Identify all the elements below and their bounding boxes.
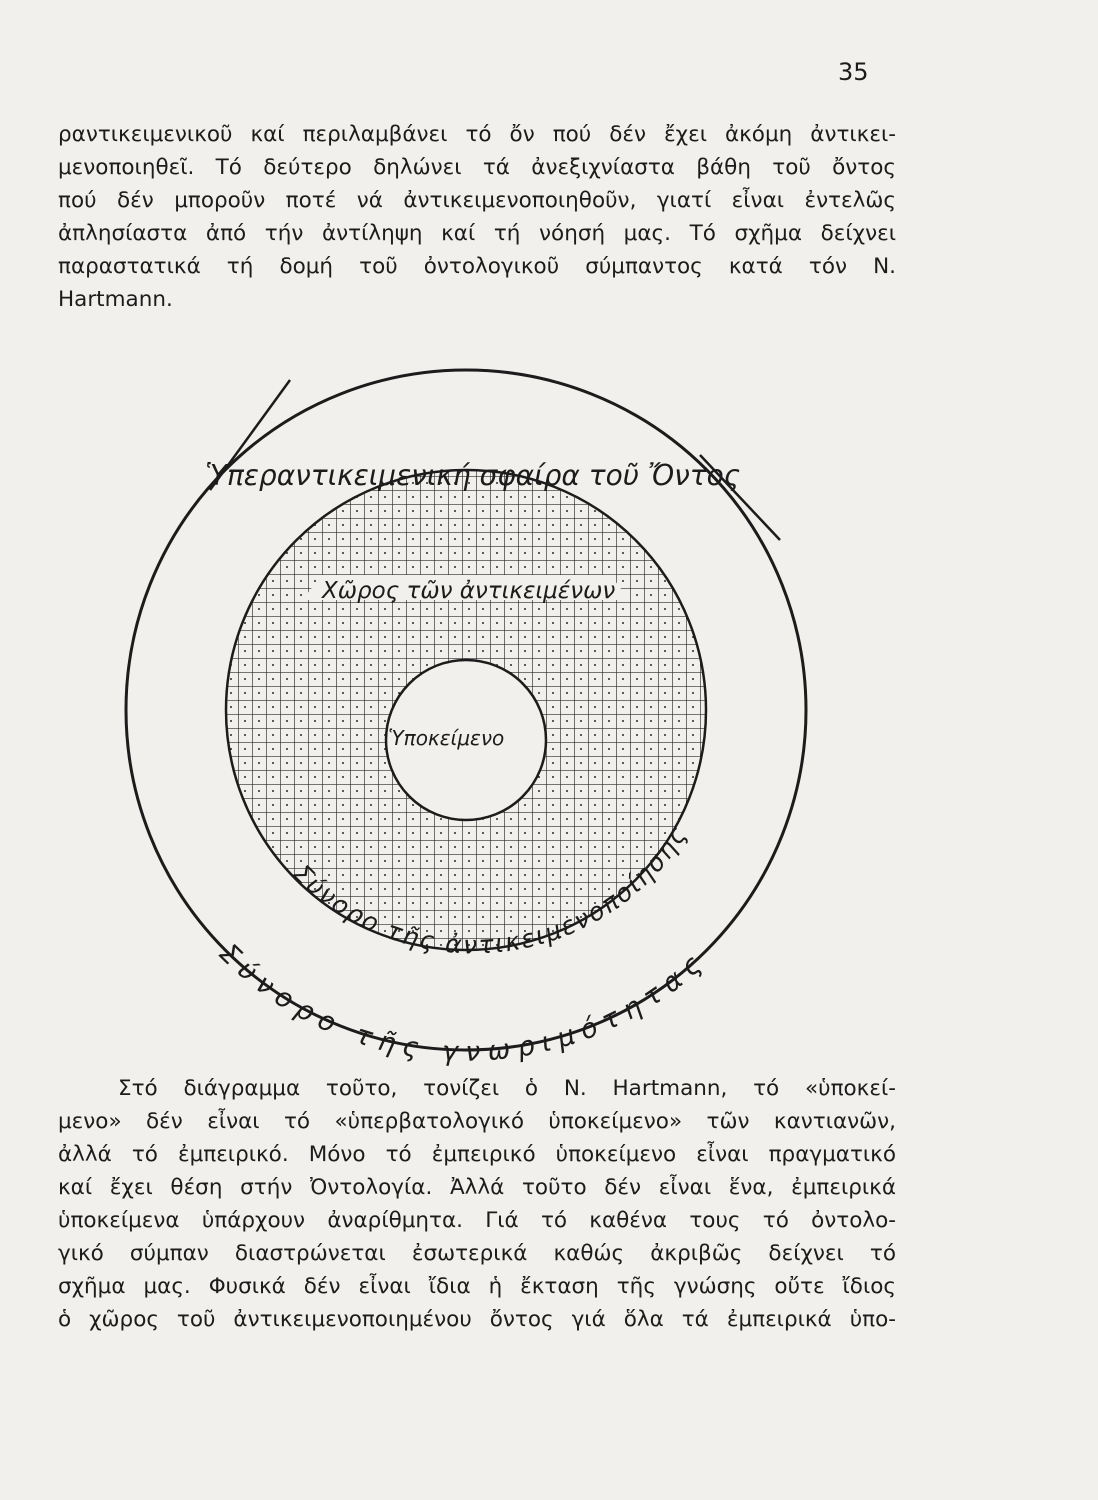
inner-label: Ὑποκείμενο <box>388 726 505 750</box>
text-line: παραστατικά τή δομή τοῦ ὀντολογικοῦ σύμπαντος κατά τόν Ν. <box>58 254 896 279</box>
bottom-paragraph <box>58 1072 896 1336</box>
text-line: σχῆμα μας. Φυσικά δέν εἶναι ἴδια ἡ ἔκταση τῆς γνώσης οὔτε ἴδιος <box>58 1274 896 1299</box>
top-paragraph <box>58 118 896 316</box>
text-line: πού δέν μποροῦν ποτέ νά ἀντικειμενοποιηθοῦν, γιατί εἶναι ἐντελῶς <box>58 188 896 213</box>
text-line: καί ἔχει θέση στήν Ὀντολογία. Ἀλλά τοῦτο δέν εἶναι ἕνα, ἐμπειρικά <box>58 1175 896 1200</box>
text-line: ὁ χῶρος τοῦ ἀντικειμενοποιημένου ὄντος γιά ὅλα τά ἐμπειρικά ὑπο- <box>58 1307 896 1332</box>
text-line: ὑποκείμενα ὑπάρχουν ἀναρίθμητα. Γιά τό καθένα τους τό ὀντολο- <box>58 1208 896 1233</box>
ontology-diagram <box>0 340 1098 1080</box>
text-line: Hartmann. <box>58 287 173 312</box>
arc-label-knowability-path: Σύνορο τῆς γνωριμότητας <box>212 937 714 1068</box>
text-line: ραντικειμενικοῦ καί περιλαμβάνει τό ὄν πού δέν ἔχει ἀκόμη ἀντικει- <box>58 122 896 147</box>
text-line: Στό διάγραμμα τοῦτο, τονίζει ὁ Ν. Hartmann, τό «ὑποκεί- <box>118 1076 896 1101</box>
text-line: ἀπλησίαστα ἀπό τήν ἀντίληψη καί τή νόησή μας. Τό σχῆμα δείχνει <box>58 221 896 246</box>
middle-label: Χῶρος τῶν ἀντικειμένων <box>322 578 616 604</box>
page-number: 35 <box>838 58 869 86</box>
text-line: ἀλλά τό ἐμπειρικό. Μόνο τό ἐμπειρικό ὑποκείμενο εἶναι πραγματικό <box>58 1142 896 1167</box>
text-line: γικό σύμπαν διαστρώνεται ἐσωτερικά καθώς ἀκριβῶς δείχνει τό <box>58 1241 896 1266</box>
outer-label: Ὑπεραντικειμενική σφαίρα τοῦ Ὄντος <box>205 459 741 492</box>
arc-label-objectification-path: Σύνορο τῆς ἀντικειμενοποίησης <box>287 819 694 960</box>
text-line: μενοποιηθεῖ. Τό δεύτερο δηλώνει τά ἀνεξιχνίαστα βάθη τοῦ ὄντος <box>58 155 896 180</box>
text-line: μενο» δέν εἶναι τό «ὑπερβατολογικό ὑποκείμενο» τῶν καντιανῶν, <box>58 1109 896 1134</box>
